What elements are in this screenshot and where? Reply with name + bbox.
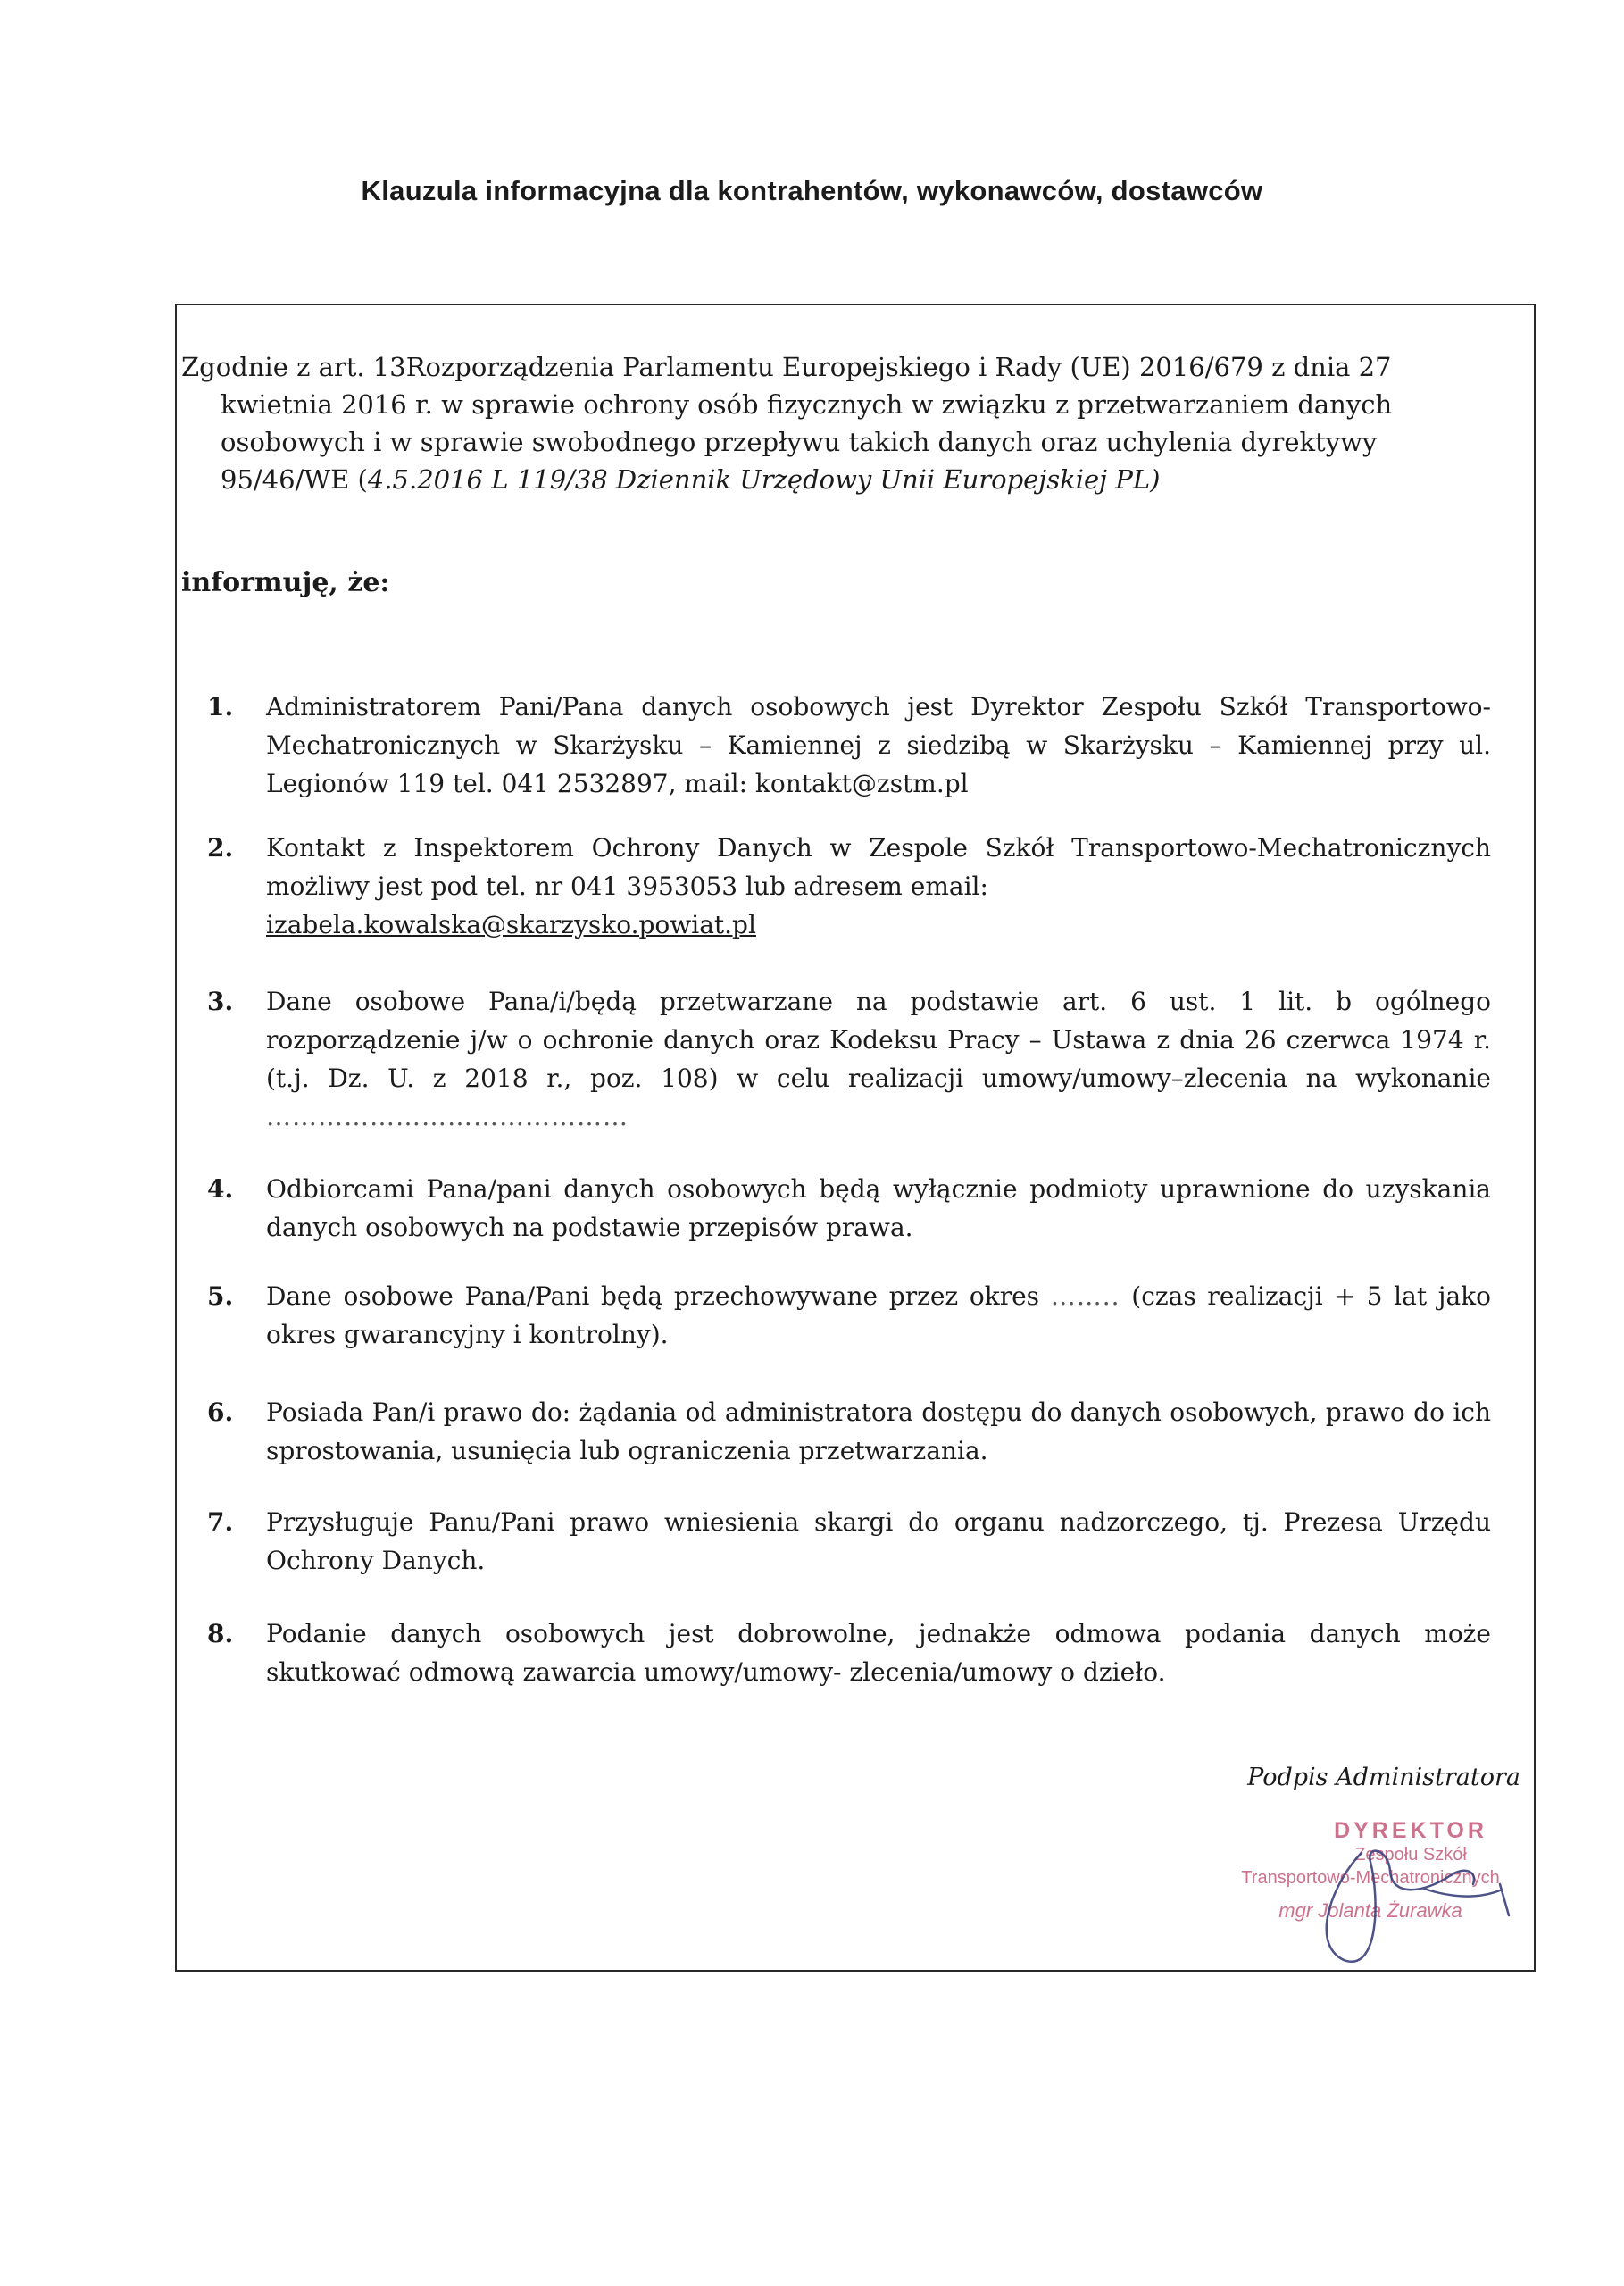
ido-email-link[interactable]: izabela.kowalska@skarzysko.powiat.pl (266, 910, 756, 939)
signature-block (1156, 1764, 1531, 1969)
signature-caption: Podpis Administratora (1247, 1764, 1520, 1791)
item-text-after: (czas realizacji + 5 lat jako okres gwarancyjny i kontrolny). (266, 1281, 1491, 1349)
item-text: Administratorem Pani/Pana danych osobowych jest Dyrektor Zespołu Szkół Transportowo-Mechatronicznych w Skarżysku – Kamiennej z siedzibą w Skarżysku – Kamiennej przy ul. Legionów 119 tel. 041 2532897, mail: kontakt@zstm.pl (266, 692, 1491, 798)
stamp-line-1: DYREKTOR (1334, 1818, 1487, 1843)
item-text-body: Dane osobowe Pana/i/będą przetwarzane na podstawie art. 6 ust. 1 lit. b ogólnego rozporządzenie j/w o ochronie danych oraz Kodeksu Pracy – Ustawa z dnia 26 czerwca 1974 r. (t.j. Dz. U. z 2018 r., poz. 108) w celu realizacji umowy/umowy–zlecenia na wykonanie (266, 987, 1491, 1093)
item-number: 2. (207, 833, 234, 863)
item-text-body: Kontakt z Inspektorem Ochrony Danych w Zespole Szkół Transportowo-Mechatronicznych możliwy jest pod tel. nr 041 3953053 lub adresem email: (266, 833, 1491, 901)
blank-field: …………………………………… (266, 1102, 629, 1131)
item-text: Przysługuje Panu/Pani prawo wniesienia skargi do organu nadzorczego, tj. Prezesa Urzędu Ochrony Danych. (266, 1507, 1491, 1575)
intro-line-4 (181, 461, 1485, 498)
intro-line-2: kwietnia 2016 r. w sprawie ochrony osób fizycznych w związku z przetwarzaniem danych (221, 389, 1393, 420)
director-stamp (1156, 1764, 1531, 1969)
item-text: Odbiorcami Pana/pani danych osobowych będą wyłącznie podmioty uprawnione do uzyskania danych osobowych na podstawie przepisów prawa. (266, 1174, 1491, 1242)
item-text (266, 829, 1491, 944)
item-text-before: Dane osobowe Pana/Pani będą przechowywane przez okres (266, 1281, 1040, 1311)
stamp-line-3: Transportowo-Mechatronicznych (1241, 1868, 1500, 1888)
page-title: Klauzula informacyjna dla kontrahentów, wykonawców, dostawców (361, 175, 1263, 206)
intro-line-1: Zgodnie z art. 13Rozporządzenia Parlamentu Europejskiego i Rady (UE) 2016/679 z dnia 27 (181, 352, 1392, 382)
item-text: Posiada Pan/i prawo do: żądania od administratora dostępu do danych osobowych, prawo do ich sprostowania, usunięcia lub ograniczenia przetwarzania. (266, 1397, 1491, 1465)
document-frame (175, 304, 1536, 1972)
item-number: 3. (207, 987, 234, 1016)
intro-line-4-plain: 95/46/WE ( (221, 464, 368, 495)
item-number: 4. (207, 1174, 234, 1204)
stamp-line-2: Zespołu Szkół (1354, 1845, 1467, 1865)
item-text (266, 982, 1491, 1136)
item-number: 6. (207, 1397, 234, 1427)
item-number: 8. (207, 1619, 234, 1648)
informuje-heading: informuję, że: (181, 567, 390, 598)
intro-paragraph (181, 348, 1485, 498)
item-number: 1. (207, 692, 234, 722)
item-text: Podanie danych osobowych jest dobrowolne, jednakże odmowa podania danych może skutkować odmową zawarcia umowy/umowy- zlecenia/umowy o dzieło. (266, 1619, 1491, 1687)
item-text (266, 1277, 1491, 1354)
item-number: 7. (207, 1507, 234, 1537)
blank-field: …….. (1050, 1281, 1120, 1311)
stamp-line-4: mgr Jolanta Żurawka (1278, 1899, 1462, 1922)
item-number: 5. (207, 1281, 234, 1311)
intro-line-3: osobowych i w sprawie swobodnego przepływu takich danych oraz uchylenia dyrektywy (221, 427, 1378, 457)
intro-line-4-citation: 4.5.2016 L 119/38 Dziennik Urzędowy Unii Europejskiej PL) (367, 464, 1161, 495)
